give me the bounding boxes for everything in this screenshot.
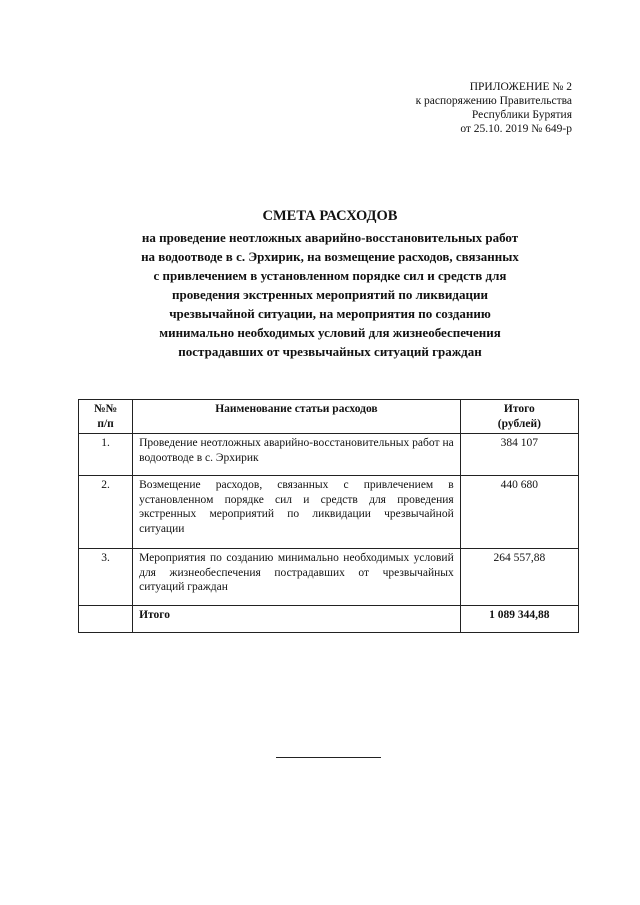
title-line: чрезвычайной ситуации, на мероприятия по созданию [169,306,491,321]
table-header-row [79,400,579,434]
total-value: 1 089 344,88 [460,606,578,633]
appendix-number: ПРИЛОЖЕНИЕ № 2 [469,81,572,93]
row-total: 264 557,88 [460,549,578,606]
document-title [80,207,580,361]
title-line: проведения экстренных мероприятий по ликвидации [172,287,488,302]
title-line: на проведение неотложных аварийно-восстановительных работ [141,230,519,245]
header-number [79,400,133,434]
title-line: пострадавших от чрезвычайных ситуаций граждан [178,344,482,359]
row-total: 384 107 [460,434,578,476]
title-line: с привлечением в установленном порядке сил и средств для [153,268,507,283]
row-name: Мероприятия по созданию минимально необходимых условий для жизнеобеспечения пострадавших от чрезвычайных ситуаций граждан [133,549,461,606]
total-row-number [79,606,133,633]
table-row [79,476,579,549]
header-number-line2: п/п [97,417,114,430]
appendix-date-number: от 25.10. 2019 № 649-р [460,123,572,135]
table-row [79,434,579,476]
row-total: 440 680 [460,476,578,549]
appendix-order-ref: к распоряжению Правительства [415,95,572,107]
row-number: 3. [79,549,133,606]
appendix-republic: Республики Бурятия [471,109,572,121]
expense-table [78,399,579,633]
row-name: Возмещение расходов, связанных с привлечением в установленном порядке сил и средств для проведения экстренных мероприятий по ликвидации чрезвычайной ситуации [133,476,461,549]
row-number: 1. [79,434,133,476]
title-line: минимально необходимых условий для жизнеобеспечения [159,325,501,340]
appendix-header [416,80,572,136]
total-label: Итого [133,606,461,633]
title-line: на водоотводе в с. Эрхирик, на возмещение расходов, связанных [141,249,519,264]
header-number-line1: №№ [93,403,118,415]
row-name: Проведение неотложных аварийно-восстановительных работ на водоотводе в с. Эрхирик [133,434,461,476]
row-number: 2. [79,476,133,549]
header-total-line2: (рублей) [497,417,541,430]
header-name: Наименование статьи расходов [133,400,461,434]
header-total-line1: Итого [503,403,535,415]
title-main: СМЕТА РАСХОДОВ [262,208,398,224]
footer-divider [276,757,381,758]
header-total [460,400,578,434]
total-row [79,606,579,633]
table-row [79,549,579,606]
